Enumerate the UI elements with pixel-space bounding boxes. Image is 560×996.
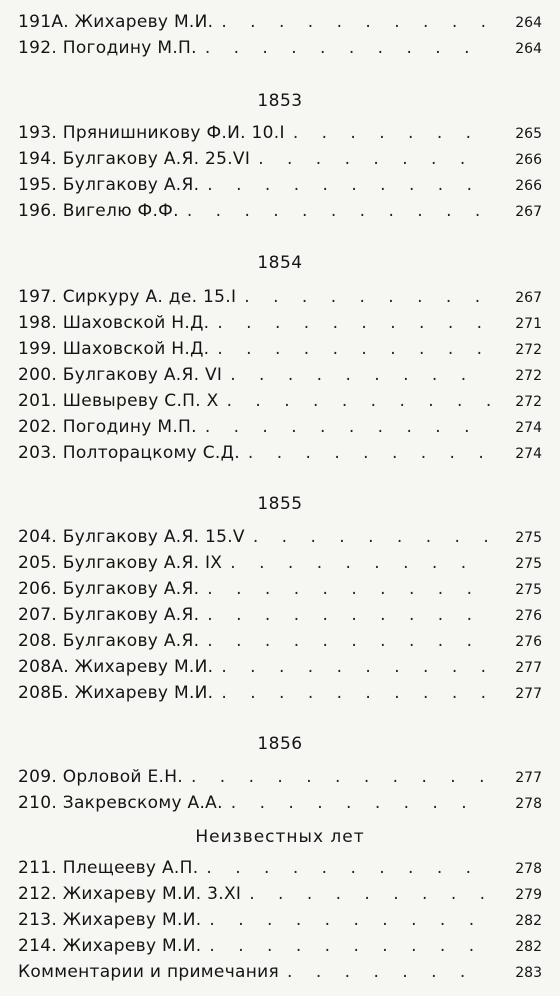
toc-entry	[18, 936, 542, 962]
entry-label: 202. Погодину М.П.	[18, 417, 197, 437]
leader-dots	[187, 201, 490, 221]
entry-page: 266	[515, 178, 542, 194]
toc-entry	[18, 527, 542, 553]
entry-label: 194. Булгакову А.Я. 25.VI	[18, 149, 251, 169]
entry-page: 277	[515, 770, 542, 786]
leader-dots	[191, 767, 490, 787]
entry-label: 192. Погодину М.П.	[18, 38, 197, 58]
entry-page: 279	[515, 887, 542, 903]
entry-label: 208А. Жихареву М.И.	[18, 657, 214, 677]
entry-page: 274	[515, 420, 542, 436]
entry-page: 271	[515, 316, 542, 332]
toc-entry	[18, 579, 542, 605]
leader-dots	[206, 858, 490, 878]
entry-label: 212. Жихареву М.И. 3.XI	[18, 884, 242, 904]
leader-dots	[221, 12, 490, 32]
entry-label: 198. Шаховской Н.Д.	[18, 313, 210, 333]
entry-page: 275	[515, 530, 542, 546]
entry-page: 278	[515, 796, 542, 812]
leader-dots	[217, 339, 490, 359]
entry-page: 266	[515, 152, 542, 168]
entry-page: 272	[515, 368, 542, 384]
leader-dots	[248, 443, 490, 463]
year-heading: 1854	[257, 253, 303, 273]
entry-label: 197. Сиркуру А. де. 15.I	[18, 287, 237, 307]
leader-dots	[293, 123, 490, 143]
leader-dots	[231, 793, 490, 813]
leader-dots	[205, 417, 490, 437]
entry-page: 265	[515, 126, 542, 142]
leader-dots	[207, 605, 490, 625]
leader-dots	[205, 38, 490, 58]
entry-page: 278	[515, 861, 542, 877]
toc-entry	[18, 12, 542, 38]
leader-dots	[217, 313, 490, 333]
leader-dots	[207, 175, 490, 195]
entry-label: 205. Булгакову А.Я. IX	[18, 553, 223, 573]
toc-entry	[18, 149, 542, 175]
entry-label: 204. Булгакову А.Я. 15.V	[18, 527, 245, 547]
entry-page: 274	[515, 446, 542, 462]
entry-label: 191А. Жихареву М.И.	[18, 12, 214, 32]
toc-entry	[18, 884, 542, 910]
toc-entry	[18, 767, 542, 793]
toc-entry	[18, 123, 542, 149]
entry-label: 200. Булгакову А.Я. VI	[18, 365, 223, 385]
entry-label: 213. Жихареву М.И.	[18, 910, 202, 930]
year-heading: 1855	[257, 494, 303, 514]
toc-entry	[18, 417, 542, 443]
leader-dots	[230, 553, 490, 573]
entry-page: 277	[515, 686, 542, 702]
year-heading: 1856	[257, 734, 303, 754]
leader-dots	[230, 365, 490, 385]
leader-dots	[287, 962, 490, 982]
leader-dots	[244, 287, 490, 307]
leader-dots	[207, 579, 490, 599]
entry-label: 208. Булгакову А.Я.	[18, 631, 200, 651]
leader-dots	[221, 683, 490, 703]
toc-entry	[18, 391, 542, 417]
year-heading: 1853	[257, 91, 303, 111]
leader-dots	[209, 936, 490, 956]
entry-page: 275	[515, 582, 542, 598]
toc-entry	[18, 631, 542, 657]
entry-page: 264	[515, 15, 542, 31]
entry-page: 283	[515, 965, 542, 981]
entry-page: 282	[515, 913, 542, 929]
entry-page: 276	[515, 634, 542, 650]
entry-label: 201. Шевыреву С.П. Х	[18, 391, 219, 411]
entry-label: Комментарии и примечания	[18, 962, 280, 982]
entry-label: 207. Булгакову А.Я.	[18, 605, 200, 625]
entry-label: 208Б. Жихареву М.И.	[18, 683, 214, 703]
entry-page: 282	[515, 939, 542, 955]
toc-entry	[18, 910, 542, 936]
entry-page: 272	[515, 394, 542, 410]
entry-page: 267	[515, 290, 542, 306]
leader-dots	[253, 527, 490, 547]
entry-label: 203. Полторацкому С.Д.	[18, 443, 240, 463]
leader-dots	[207, 631, 490, 651]
toc-entry	[18, 38, 542, 64]
entry-label: 210. Закревскому А.А.	[18, 793, 223, 813]
entry-page: 264	[515, 41, 542, 57]
toc-entry	[18, 793, 542, 819]
toc-entry	[18, 443, 542, 469]
entry-page: 276	[515, 608, 542, 624]
leader-dots	[227, 391, 490, 411]
leader-dots	[209, 910, 490, 930]
toc-entry	[18, 175, 542, 201]
toc-entry	[18, 962, 542, 988]
toc-entry	[18, 858, 542, 884]
entry-page: 277	[515, 660, 542, 676]
leader-dots	[249, 884, 490, 904]
section-heading: Неизвестных лет	[195, 827, 365, 847]
leader-dots	[258, 149, 490, 169]
toc-entry	[18, 605, 542, 631]
toc-entry	[18, 553, 542, 579]
entry-page: 275	[515, 556, 542, 572]
entry-label: 214. Жихареву М.И.	[18, 936, 202, 956]
toc-entry	[18, 201, 542, 227]
entry-label: 211. Плещееву А.П.	[18, 858, 199, 878]
toc-entry	[18, 683, 542, 709]
entry-label: 206. Булгакову А.Я.	[18, 579, 200, 599]
toc-entry	[18, 657, 542, 683]
entry-label: 193. Прянишникову Ф.И. 10.I	[18, 123, 285, 143]
entry-label: 209. Орловой Е.Н.	[18, 767, 183, 787]
entry-page: 272	[515, 342, 542, 358]
entry-page: 267	[515, 204, 542, 220]
toc-entry	[18, 287, 542, 313]
entry-label: 195. Булгакову А.Я.	[18, 175, 200, 195]
leader-dots	[221, 657, 490, 677]
entry-label: 196. Вигелю Ф.Ф.	[18, 201, 179, 221]
entry-label: 199. Шаховской Н.Д.	[18, 339, 210, 359]
toc-entry	[18, 313, 542, 339]
toc-entry	[18, 365, 542, 391]
toc-entry	[18, 339, 542, 365]
